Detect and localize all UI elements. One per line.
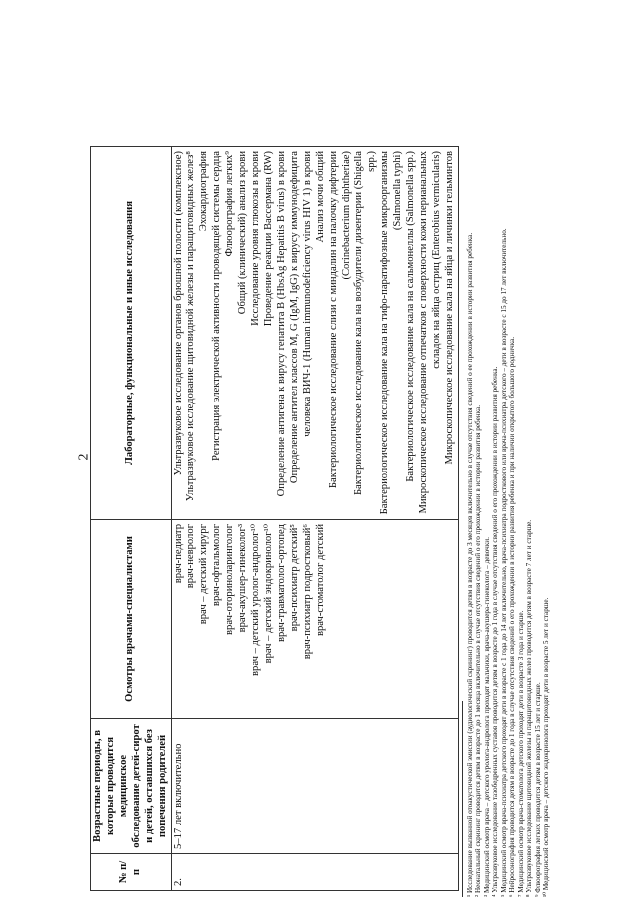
- specialist-item: врач-травматолог-ортопед: [275, 524, 287, 643]
- specialists-list: [171, 520, 458, 719]
- table-header-row: [91, 147, 172, 891]
- study-item: Микроскопическое исследование отпечатков с поверхности кожи перианальных складок на яйца остриц (Enterobius vermicularis): [418, 151, 442, 514]
- header-specialists: Осмотры врачами-специалистами: [91, 520, 172, 719]
- footnote: ⁵ Медицинский осмотр врача-психиатра детского проходят дети в возрасте с 1 года до 14 лет включительно, врача-психиатра подросткового или врача-психиатра детского – дети в возрасте с 15 до 17 лет включительно.: [499, 228, 508, 897]
- footnote: ⁶ Нейросонография проводится детям в возрасте до 1 года в случае отсутствия сведений о его прохождении в истории развития ребенка и при наличии открытого большого родничка.: [508, 336, 517, 897]
- specialist-item: врач-невролог: [185, 524, 197, 589]
- footnote: ¹⁰ Медицинский осмотр врача – детского эндокринолога проходят дети в возрасте 5 лет и старше.: [542, 597, 551, 897]
- study-item: Ультразвуковое исследование щитовидной железы и паращитовидных желез⁸: [185, 151, 197, 502]
- footnote: ³ Медицинский осмотр врача – детского уролога-андролога проходят мальчики, врача-акушера-гинеколога – девочки.: [482, 537, 491, 897]
- specialist-item: врач – детский уролог-андролог¹⁰: [250, 524, 262, 676]
- row-number: 2.: [171, 854, 458, 891]
- footnotes: [466, 17, 551, 897]
- study-item: Флюорография легких⁹: [224, 151, 236, 257]
- footnote: ⁸ Ультразвуковое исследование щитовидной железы и паращитовидных желез проводится детям в возрасте 7 лет и старше.: [525, 519, 534, 897]
- study-item: Проведение реакции Вассермана (RW): [262, 151, 274, 327]
- specialist-item: врач – детский эндокринолог¹⁰: [262, 524, 274, 664]
- specialist-item: врач-акушер-гинеколог³: [237, 524, 249, 633]
- study-item: Регистрация электрической активности проводящей системы сердца: [211, 151, 223, 461]
- header-age-periods: Возрастные периоды, в которые проводится медицинское обследование детей-сирот и детей, оставшихся без попечения родителей: [91, 719, 172, 854]
- study-item: Бактериологическое исследование кала на сальмонеллы (Salmonella spp.): [405, 151, 417, 482]
- page-number: 2: [76, 453, 92, 461]
- footnote: ⁷ Медицинский осмотр врача-стоматолога детского проходят дети в возрасте 3 года и старше.: [516, 610, 525, 897]
- examination-table: [90, 146, 459, 891]
- study-item: Исследование уровня глюкозы в крови: [250, 151, 262, 326]
- study-item: Определение антигена к вирусу гепатита В (HbsAg Hepatitis В virus) в крови: [275, 151, 287, 497]
- specialist-item: врач-педиатр: [172, 524, 184, 584]
- study-item: Бактериологическое исследование слизи с миндалин на палочку дифтерии (Corinebacterium diphtheriae): [327, 151, 352, 489]
- specialist-item: врач-стоматолог детский: [314, 524, 326, 637]
- footnote: ⁴ Ультразвуковое исследование тазобедренных суставов проводится детям в возрасте до 1 года в случае отсутствия сведений о его прохождении в истории развития ребенка.: [491, 366, 500, 897]
- study-item: Определение антител классов M, G (IgM, IgG) к вирусу иммунодефицита человека ВИЧ-1 (Human immunodeficiency virus HIV 1) в крови: [288, 151, 313, 484]
- specialist-item: врач-психиатр подростковый⁶: [301, 524, 313, 660]
- study-item: Бактериологическое исследование кала на возбудители дизентерии (Shigella spp.): [353, 151, 378, 496]
- study-item: Эхокардиография: [198, 151, 210, 232]
- footnote: ² Неонатальный скрининг проводится детям в возрасте до 1 месяца включительно в случае отсутствия сведений о его прохождении в истории развития ребенка.: [474, 404, 483, 897]
- specialist-item: врач-психиатр детский⁵: [288, 524, 300, 632]
- study-item: Анализ мочи общий: [314, 151, 326, 243]
- footnote-separator: [462, 701, 463, 897]
- study-item: Микроскопическое исследование кала на яйца и личинки гельминтов: [443, 151, 455, 465]
- specialist-item: врач – детский хирург: [198, 524, 210, 625]
- header-studies: Лабораторные, функциональные и иные исследования: [91, 147, 172, 520]
- rotated-page-content: [0, 5, 640, 905]
- studies-list: [171, 147, 458, 520]
- footnote: ⁹ Флюорография легких проводится детям в возрасте 15 лет и старше.: [533, 682, 542, 897]
- specialist-item: врач-оториноларинголог: [224, 524, 236, 635]
- header-number: № п/п: [91, 854, 172, 891]
- study-item: Общий (клинический) анализ крови: [237, 151, 249, 315]
- study-item: Ультразвуковое исследование органов брюшной полости (комплексное): [172, 151, 184, 476]
- footnote: ¹ Исследование вызванной отоакустической эмиссии (аудиологический скрининг) проводится детям в возрасте до 3 месяцев включительно в случае отсутствия сведений о ее прохождении в истории развития ребенка.: [466, 232, 474, 897]
- row-age-period: 5–17 лет включительно: [171, 719, 458, 854]
- study-item: Бактериологическое исследование кала на тифо-паратифозные микроорганизмы (Salmonella typhi): [379, 151, 404, 515]
- specialist-item: врач-офтальмолог: [211, 524, 223, 607]
- table-row: [171, 147, 458, 891]
